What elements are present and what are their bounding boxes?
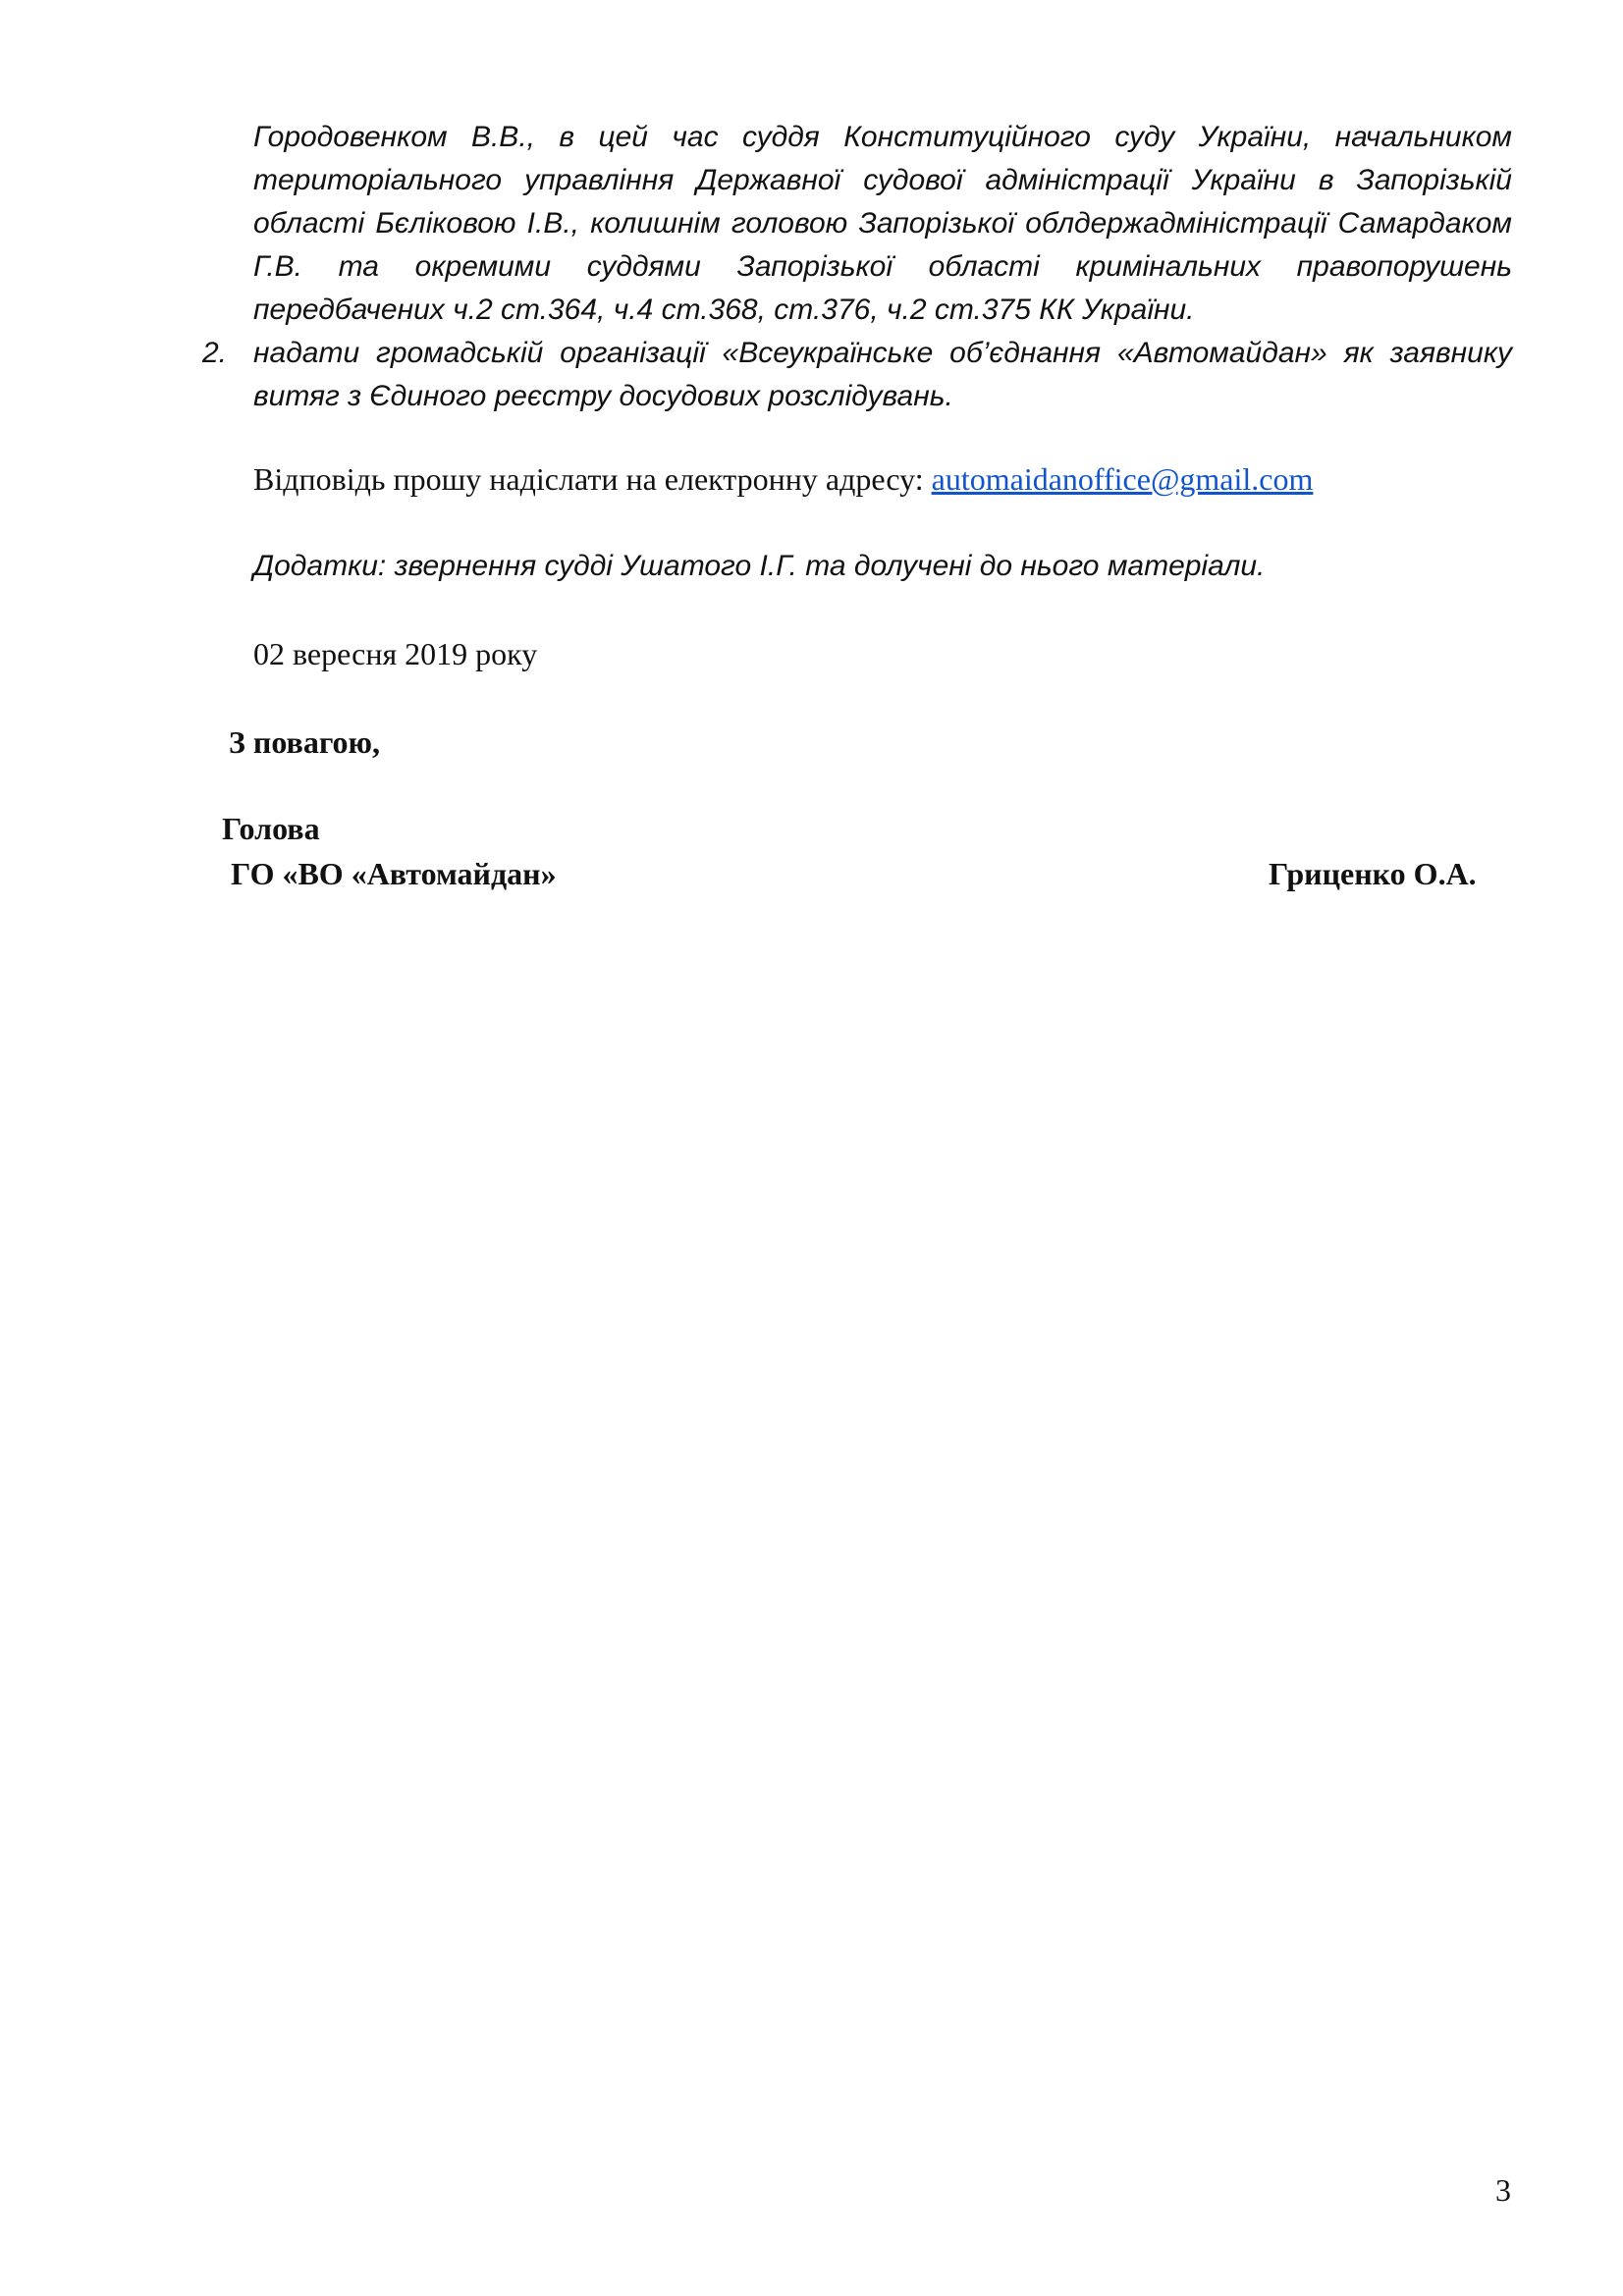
- list-item-1-continuation: [253, 116, 1512, 332]
- page-number: 3: [1495, 2172, 1511, 2208]
- closing-phrase: З повагою,: [229, 724, 380, 760]
- document-body: [202, 116, 1512, 418]
- signatory-organization: ГО «ВО «Автомайдан»: [231, 856, 557, 891]
- list-item-2: [202, 332, 1512, 418]
- email-link[interactable]: automaidanoffice@gmail.com: [931, 461, 1314, 497]
- list-item-2-text: надати громадській організації «Всеукраїнське об’єднання «Автомайдан» як заявнику витяг з Єдиного реєстру досудових розслідувань.: [253, 337, 1512, 412]
- document-date: 02 вересня 2019 року: [253, 636, 538, 671]
- signatory-position: Голова: [222, 811, 320, 846]
- list-item-1-text: Городовенком В.В., в цей час суддя Конституційного суду України, начальником територіального управління Державної судової адміністрації України в Запорізькій області Бєліковою І.В., колишнім головою Запорізької облдержадміністрації Самардаком Г.В. та окремими суддями Запорізької області кримінальних правопорушень передбачених ч.2 ст.364, ч.4 ст.368, ст.376, ч.2 ст.375 КК України.: [253, 121, 1512, 326]
- list-item-2-number: 2.: [202, 337, 228, 369]
- reply-request: [253, 461, 1313, 498]
- signatory-name: Гриценко О.А.: [1269, 856, 1477, 891]
- attachments-note: Додатки: звернення судді Ушатого І.Г. та долучені до нього матеріали.: [253, 550, 1266, 582]
- reply-request-text: Відповідь прошу надіслати на електронну адресу:: [253, 461, 932, 497]
